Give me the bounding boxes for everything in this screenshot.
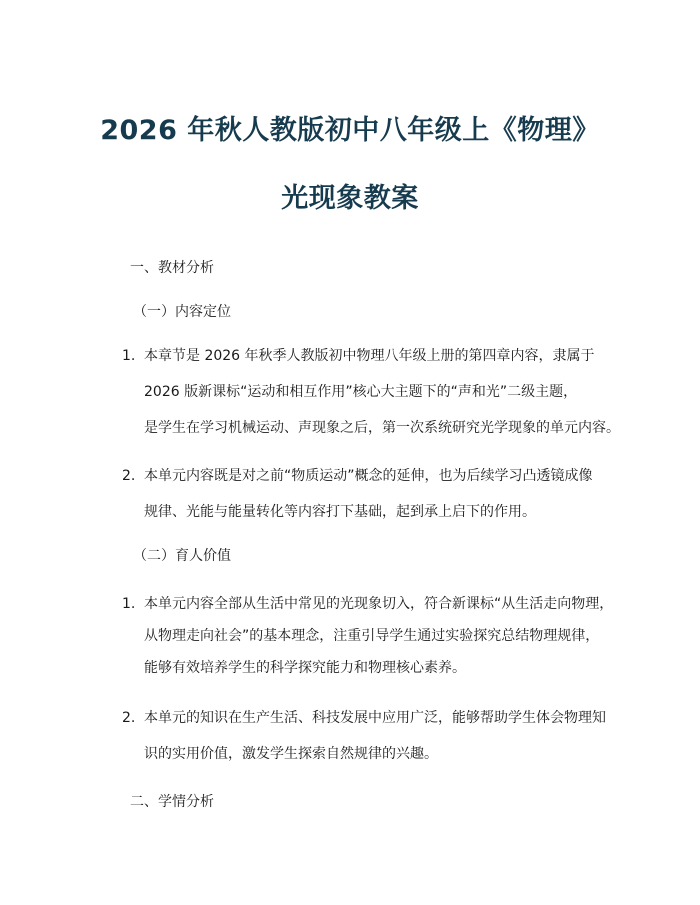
list-item-line: 能够有效培养学生的科学探究能力和物理核心素养。 bbox=[144, 660, 466, 676]
document-title-line-1: 2026 年秋人教版初中八年级上《物理》 bbox=[100, 115, 600, 146]
list-item-number: 1. bbox=[122, 348, 136, 364]
list-item-line: 本单元的知识在生产生活、科技发展中应用广泛，能够帮助学生体会物理知 bbox=[144, 710, 606, 726]
list-item-line: 本单元内容既是对之前“物质运动”概念的延伸，也为后续学习凸透镜成像 bbox=[144, 468, 593, 484]
list-item-number: 1. bbox=[122, 596, 136, 612]
subsection-heading-content-positioning: （一）内容定位 bbox=[133, 304, 231, 320]
list-item bbox=[122, 346, 642, 446]
list-item-line: 从物理走向社会”的基本理念，注重引导学生通过实验探究总结物理规律， bbox=[144, 628, 600, 644]
list-item-line: 规律、光能与能量转化等内容打下基础，起到承上启下的作用。 bbox=[144, 504, 536, 520]
list-item-line: 本单元内容全部从生活中常见的光现象切入，符合新课标“从生活走向物理， bbox=[144, 596, 614, 612]
list-item-line: 2026 版新课标“运动和相互作用”核心大主题下的“声和光”二级主题， bbox=[144, 384, 578, 400]
list-item-number: 2. bbox=[122, 468, 136, 484]
section-heading-teaching-material-analysis: 一、教材分析 bbox=[130, 260, 214, 276]
document-title-line-2: 光现象教案 bbox=[281, 183, 419, 214]
list-item bbox=[122, 594, 642, 694]
list-item-line: 识的实用价值，激发学生探索自然规律的兴趣。 bbox=[144, 746, 438, 762]
list-item-line: 本章节是 2026 年秋季人教版初中物理八年级上册的第四章内容，隶属于 bbox=[144, 348, 595, 364]
list-item bbox=[122, 466, 642, 530]
subsection-heading-educational-value: （二）育人价值 bbox=[133, 548, 231, 564]
list-item-number: 2. bbox=[122, 710, 136, 726]
list-item-line: 是学生在学习机械运动、声现象之后，第一次系统研究光学现象的单元内容。 bbox=[144, 420, 620, 436]
section-heading-student-analysis: 二、学情分析 bbox=[130, 794, 214, 810]
list-item bbox=[122, 708, 642, 772]
